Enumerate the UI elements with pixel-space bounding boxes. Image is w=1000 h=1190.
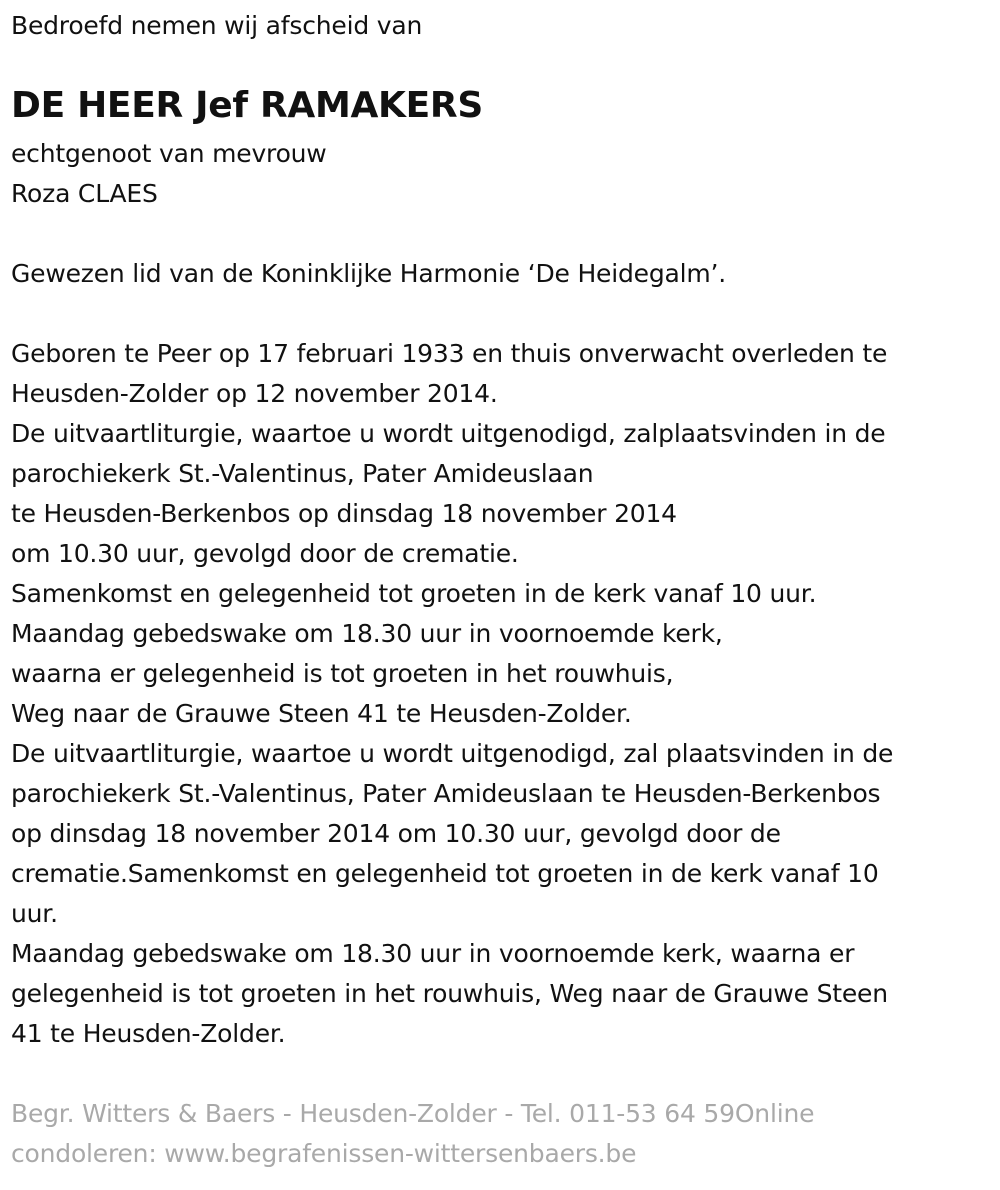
detail-line: om 10.30 uur, gevolgd door de crematie. — [11, 539, 519, 568]
detail-line: op dinsdag 18 november 2014 om 10.30 uur, gevolgd door de — [11, 819, 781, 848]
detail-line: waarna er gelegenheid is tot groeten in het rouwhuis, — [11, 659, 674, 688]
funeral-details — [11, 334, 893, 1054]
detail-line: te Heusden-Berkenbos op dinsdag 18 november 2014 — [11, 499, 677, 528]
funeral-home-footer — [11, 1094, 814, 1174]
detail-line: parochiekerk St.-Valentinus, Pater Amideuslaan te Heusden-Berkenbos — [11, 779, 881, 808]
detail-line: De uitvaartliturgie, waartoe u wordt uitgenodigd, zal plaatsvinden in de — [11, 739, 894, 768]
deceased-name: DE HEER Jef RAMAKERS — [11, 85, 483, 126]
detail-line: 41 te Heusden-Zolder. — [11, 1019, 286, 1048]
membership-line: Gewezen lid van de Koninklijke Harmonie ‘De Heidegalm’. — [11, 259, 727, 288]
detail-line: Maandag gebedswake om 18.30 uur in voornoemde kerk, waarna er — [11, 939, 855, 968]
footer-line: Begr. Witters & Baers - Heusden-Zolder - Tel. 011-53 64 59Online — [11, 1099, 815, 1128]
detail-line: Geboren te Peer op 17 februari 1933 en thuis onverwacht overleden te — [11, 339, 888, 368]
detail-line: Weg naar de Grauwe Steen 41 te Heusden-Zolder. — [11, 699, 632, 728]
spouse-line: Roza CLAES — [11, 179, 158, 208]
detail-line: gelegenheid is tot groeten in het rouwhuis, Weg naar de Grauwe Steen — [11, 979, 888, 1008]
detail-line: Heusden-Zolder op 12 november 2014. — [11, 379, 498, 408]
detail-line: uur. — [11, 899, 58, 928]
footer-line: condoleren: www.begrafenissen-wittersenbaers.be — [11, 1139, 637, 1168]
intro-text — [11, 6, 422, 46]
detail-line: Samenkomst en gelegenheid tot groeten in de kerk vanaf 10 uur. — [11, 579, 817, 608]
detail-line: Maandag gebedswake om 18.30 uur in voornoemde kerk, — [11, 619, 723, 648]
spouse-block — [11, 134, 327, 214]
spouse-line: echtgenoot van mevrouw — [11, 139, 327, 168]
detail-line: De uitvaartliturgie, waartoe u wordt uitgenodigd, zalplaatsvinden in de — [11, 419, 886, 448]
detail-line: parochiekerk St.-Valentinus, Pater Amideuslaan — [11, 459, 594, 488]
detail-line: crematie.Samenkomst en gelegenheid tot groeten in de kerk vanaf 10 — [11, 859, 879, 888]
membership-text — [11, 254, 726, 294]
intro-line: Bedroefd nemen wij afscheid van — [11, 11, 423, 40]
